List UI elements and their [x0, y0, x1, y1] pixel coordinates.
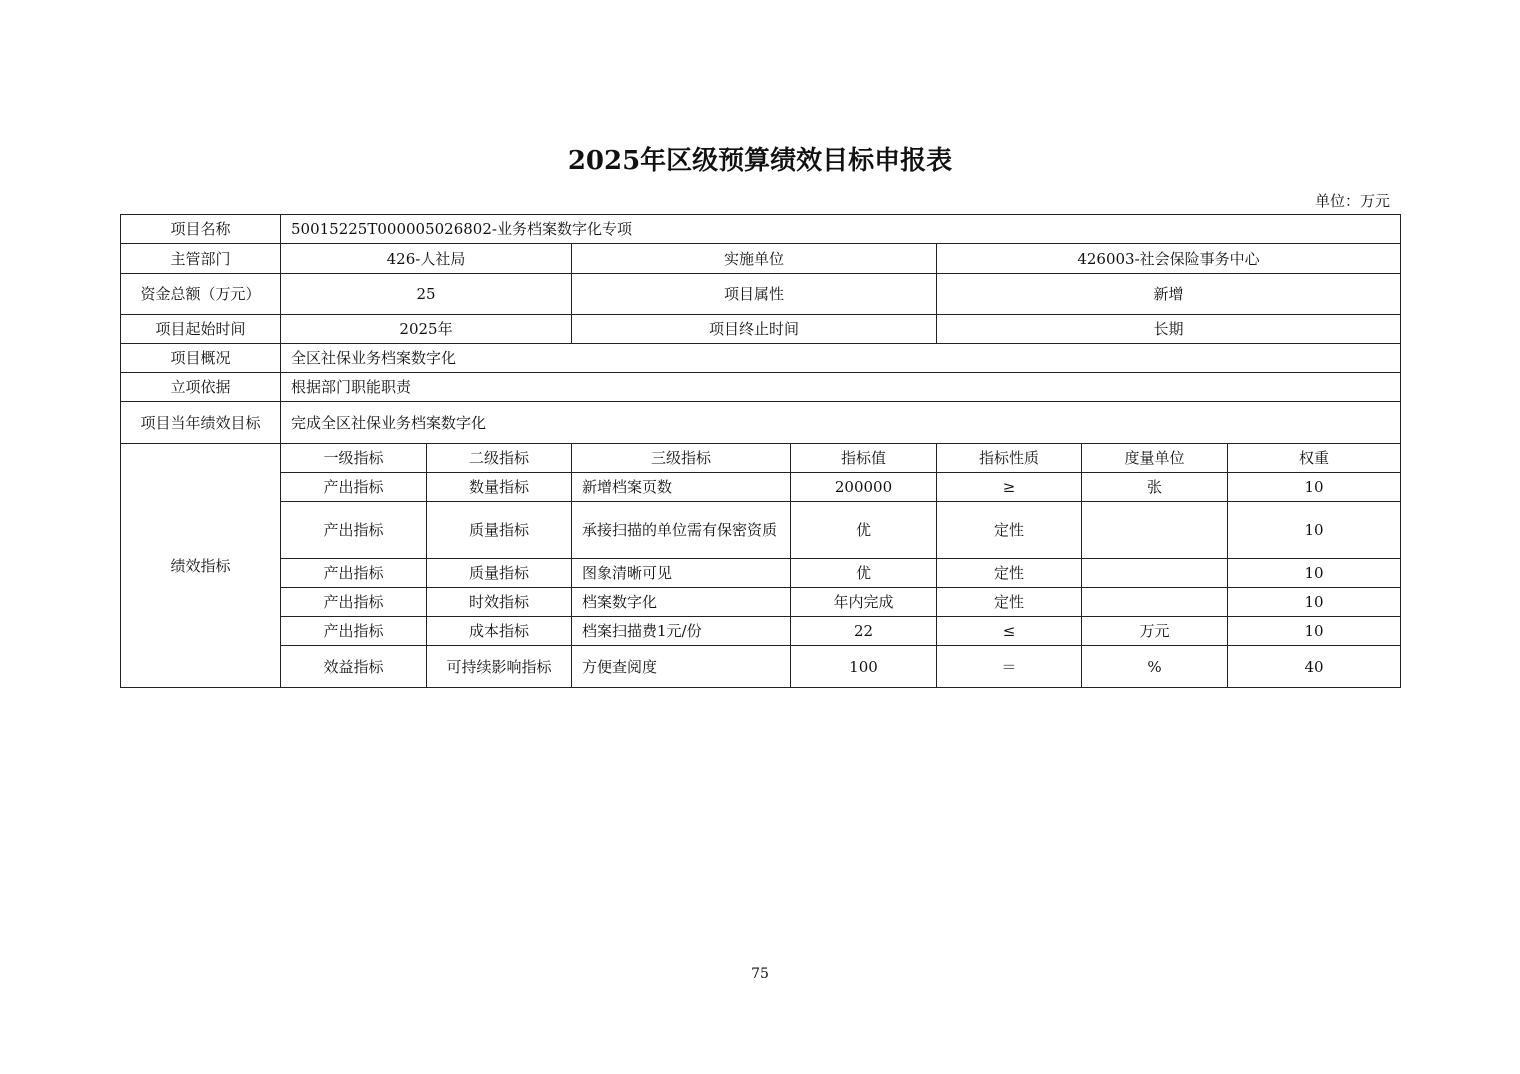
- cell-unit: [1082, 559, 1228, 588]
- impl-label: 实施单位: [572, 244, 937, 274]
- row-goal: [121, 402, 1401, 444]
- goal-value: 完成全区社保业务档案数字化: [281, 402, 1401, 444]
- header-level2: 二级指标: [427, 444, 572, 473]
- overview-label: 项目概况: [121, 344, 281, 373]
- cell-level1: 产出指标: [281, 588, 427, 617]
- cell-unit: 万元: [1082, 617, 1228, 646]
- row-fund: [121, 274, 1401, 315]
- cell-nature: ≥: [937, 473, 1082, 502]
- fund-value: 25: [281, 274, 572, 315]
- start-label: 项目起始时间: [121, 315, 281, 344]
- page-title: 2025年区级预算绩效目标申报表: [567, 146, 953, 176]
- header-value: 指标值: [791, 444, 937, 473]
- table-row: [121, 617, 1401, 646]
- cell-unit: %: [1082, 646, 1228, 688]
- cell-level2: 成本指标: [427, 617, 572, 646]
- row-department: [121, 244, 1401, 274]
- row-time: [121, 315, 1401, 344]
- dept-value: 426-人社局: [281, 244, 572, 274]
- cell-level1: 产出指标: [281, 617, 427, 646]
- basis-label: 立项依据: [121, 373, 281, 402]
- goal-label: 项目当年绩效目标: [121, 402, 281, 444]
- row-basis: [121, 373, 1401, 402]
- end-value: 长期: [937, 315, 1401, 344]
- cell-weight: 10: [1228, 617, 1401, 646]
- cell-weight: 10: [1228, 588, 1401, 617]
- table-row: [121, 646, 1401, 688]
- cell-value: 200000: [791, 473, 937, 502]
- table-row: [121, 559, 1401, 588]
- impl-value: 426003-社会保险事务中心: [937, 244, 1401, 274]
- cell-level3: 承接扫描的单位需有保密资质: [572, 502, 791, 559]
- dept-label: 主管部门: [121, 244, 281, 274]
- indicator-header-row: [121, 444, 1401, 473]
- cell-weight: 40: [1228, 646, 1401, 688]
- cell-level3: 新增档案页数: [572, 473, 791, 502]
- cell-level1: 产出指标: [281, 502, 427, 559]
- cell-unit: [1082, 588, 1228, 617]
- cell-weight: 10: [1228, 502, 1401, 559]
- cell-level3: 图象清晰可见: [572, 559, 791, 588]
- cell-level1: 产出指标: [281, 473, 427, 502]
- cell-level3: 方便查阅度: [572, 646, 791, 688]
- cell-level2: 时效指标: [427, 588, 572, 617]
- header-level1: 一级指标: [281, 444, 427, 473]
- header-unit: 度量单位: [1082, 444, 1228, 473]
- header-nature: 指标性质: [937, 444, 1082, 473]
- cell-level2: 质量指标: [427, 559, 572, 588]
- header-weight: 权重: [1228, 444, 1401, 473]
- basis-value: 根据部门职能职责: [281, 373, 1401, 402]
- table-row: [121, 588, 1401, 617]
- overview-value: 全区社保业务档案数字化: [281, 344, 1401, 373]
- attr-label: 项目属性: [572, 274, 937, 315]
- cell-level2: 可持续影响指标: [427, 646, 572, 688]
- end-label: 项目终止时间: [572, 315, 937, 344]
- project-name-value: 50015225T000005026802-业务档案数字化专项: [281, 215, 1401, 244]
- cell-weight: 10: [1228, 559, 1401, 588]
- table-row: [121, 473, 1401, 502]
- indicator-section-label: 绩效指标: [121, 444, 281, 688]
- unit-label: 单位：万元: [1314, 192, 1390, 210]
- cell-level2: 质量指标: [427, 502, 572, 559]
- budget-performance-table: [120, 214, 1401, 688]
- cell-unit: [1082, 502, 1228, 559]
- row-overview: [121, 344, 1401, 373]
- cell-value: 优: [791, 502, 937, 559]
- cell-level3: 档案数字化: [572, 588, 791, 617]
- cell-value: 年内完成: [791, 588, 937, 617]
- cell-nature: 定性: [937, 559, 1082, 588]
- page-number: 75: [751, 966, 769, 982]
- cell-unit: 张: [1082, 473, 1228, 502]
- cell-level3: 档案扫描费1元/份: [572, 617, 791, 646]
- project-name-label: 项目名称: [121, 215, 281, 244]
- cell-level1: 效益指标: [281, 646, 427, 688]
- cell-nature: ＝: [937, 646, 1082, 688]
- row-project-name: [121, 215, 1401, 244]
- cell-value: 100: [791, 646, 937, 688]
- cell-nature: 定性: [937, 502, 1082, 559]
- table-row: [121, 502, 1401, 559]
- start-value: 2025年: [281, 315, 572, 344]
- cell-nature: 定性: [937, 588, 1082, 617]
- header-level3: 三级指标: [572, 444, 791, 473]
- cell-weight: 10: [1228, 473, 1401, 502]
- cell-value: 22: [791, 617, 937, 646]
- cell-value: 优: [791, 559, 937, 588]
- fund-label: 资金总额（万元）: [121, 274, 281, 315]
- attr-value: 新增: [937, 274, 1401, 315]
- cell-level2: 数量指标: [427, 473, 572, 502]
- cell-nature: ≤: [937, 617, 1082, 646]
- cell-level1: 产出指标: [281, 559, 427, 588]
